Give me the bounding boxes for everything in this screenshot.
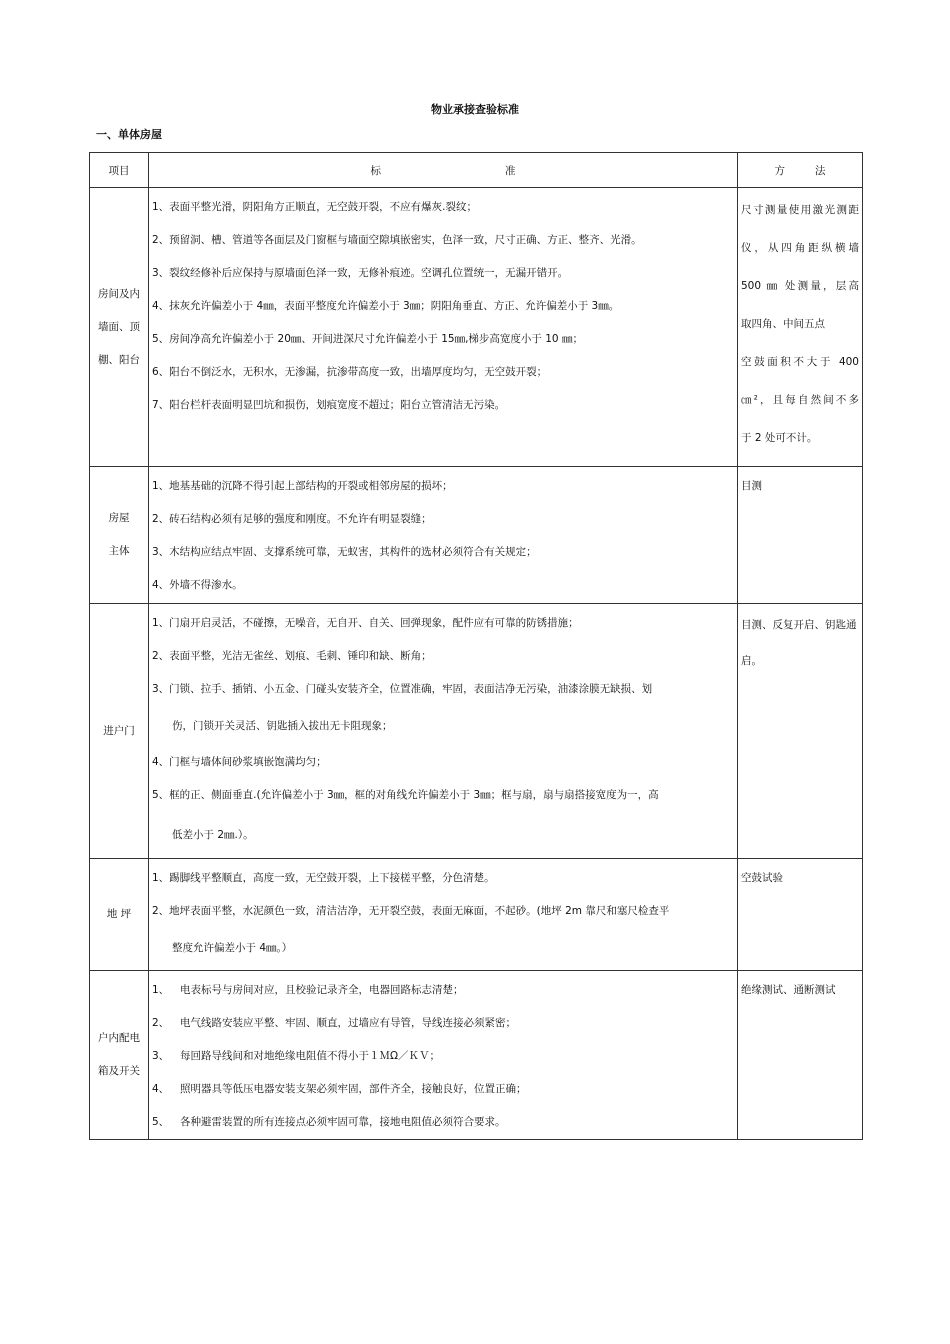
header-method (738, 153, 863, 188)
method-cell (738, 467, 863, 604)
standard-item: 2、砖石结构必须有足够的强度和刚度。不允许有明显裂缝； (152, 513, 432, 525)
standard-item: 4、门框与墙体间砂浆填嵌饱满均匀； (152, 756, 327, 768)
standard-item: 7、阳台栏杆表面明显凹坑和损伤，划痕宽度不超过；阳台立管清洁无污染。 (152, 399, 506, 411)
method-line: 目测、反复开启、钥匙通 (741, 619, 857, 631)
item-text: 电气线路安装应平整、牢固、顺直，过墙应有导管，导线连接必须紧密； (180, 1017, 516, 1029)
method-cell (738, 859, 863, 971)
header-method-char-1: 方 (774, 164, 785, 177)
category-cell (90, 188, 149, 467)
standard-item: 4、抹灰允许偏差小于 4㎜，表面平整度允许偏差小于 3㎜；阴阳角垂直、方正、允许偏差小于 3㎜。 (152, 300, 620, 312)
category-line: 房屋 (108, 512, 130, 524)
item-number: 4、 (152, 1083, 170, 1095)
header-method-char-2: 法 (815, 164, 826, 177)
table-row (90, 971, 863, 1140)
category-line: 棚、阳台 (98, 353, 140, 366)
item-number: 5、 (152, 1116, 170, 1128)
category-line: 墙面、顶 (98, 320, 140, 333)
method-line: 空鼓试验 (741, 872, 783, 884)
category-line: 箱及开关 (98, 1065, 140, 1077)
method-line: 仪，从四角距纵横墙 (741, 242, 859, 254)
method-line: 空鼓面积不大于 400 (741, 356, 859, 368)
category-cell (90, 467, 149, 604)
category-line: 户内配电 (98, 1032, 140, 1044)
header-item: 项目 (90, 153, 149, 188)
table-row (90, 604, 863, 859)
method-line: 取四角、中间五点 (741, 318, 825, 330)
standard-item: 3、门锁、拉手、插销、小五金、门碰头安装齐全，位置准确，牢固，表面洁净无污染，油漆涂膜无缺损、划 (152, 683, 653, 695)
item-text: 各种避雷装置的所有连接点必须牢固可靠，接地电阻值必须符合要求。 (180, 1116, 506, 1128)
standard-item (152, 974, 737, 1007)
standard-item-continuation: 伤，门锁开关灵活、钥匙插入拔出无卡阻现象； (172, 720, 393, 732)
standard-item (152, 1007, 737, 1040)
method-line: 500 ㎜ 处测量，层高 (741, 280, 859, 292)
method-cell (738, 604, 863, 859)
standard-item: 1、地基基础的沉降不得引起上部结构的开裂或相邻房屋的损坏； (152, 480, 453, 492)
standard-item: 2、地坪表面平整，水泥颜色一致，清洁洁净，无开裂空鼓，表面无麻面，不起砂。(地坪 2m 靠尺和塞尺检查平 (152, 905, 670, 917)
method-line: 启。 (741, 655, 762, 667)
header-standard-char-1: 标 (370, 164, 381, 177)
method-line: 目测 (741, 480, 762, 492)
item-text: 每回路导线间和对地绝缘电阻值不得小于１ＭΩ／ＫＶ； (180, 1050, 441, 1062)
method-line: ㎝²，且每自然间不多 (741, 394, 859, 406)
category-line: 地 坪 (106, 908, 132, 920)
standards-table (89, 152, 863, 1140)
standard-item: 2、预留洞、槽、管道等各面层及门窗框与墙面空隙填嵌密实，色泽一致，尺寸正确、方正、整齐、光滑。 (152, 234, 642, 246)
item-number: 2、 (152, 1017, 170, 1029)
category-line: 主体 (108, 545, 130, 557)
category-cell (90, 604, 149, 859)
category-line: 房间及内 (98, 287, 140, 300)
standard-item: 3、木结构应结点牢固、支撑系统可靠，无蚁害，其构件的选材必须符合有关规定； (152, 546, 537, 558)
table-row (90, 467, 863, 604)
standard-item (152, 1073, 737, 1106)
standard-item (152, 1106, 737, 1139)
method-line: 尺寸测量使用激光测距 (741, 204, 859, 216)
table-row (90, 859, 863, 971)
method-line: 于 2 处可不计。 (741, 432, 818, 444)
standard-item-continuation: 低差小于 2㎜.）。 (172, 829, 254, 841)
table-row (90, 188, 863, 467)
standard-cell (149, 971, 738, 1140)
table-header-row (90, 153, 863, 188)
standard-item (152, 1040, 737, 1073)
standard-item: 2、表面平整，光洁无雀丝、划痕、毛刺、锤印和缺、断角； (152, 650, 432, 662)
header-standard (149, 153, 738, 188)
header-standard-char-2: 准 (505, 164, 516, 177)
item-text: 电表标号与房间对应，且校验记录齐全，电器回路标志清楚； (180, 984, 464, 996)
item-number: 3、 (152, 1050, 170, 1062)
standard-cell (149, 604, 738, 859)
standard-item: 5、框的正、侧面垂直.(允许偏差小于 3㎜，框的对角线允许偏差小于 3㎜；框与扇，扇与扇搭接宽度为一，高 (152, 789, 659, 801)
standard-cell (149, 188, 738, 467)
standard-item: 1、门扇开启灵活，不碰擦，无噪音，无自开、自关、回弹现象，配件应有可靠的防锈措施； (152, 617, 579, 629)
method-cell (738, 188, 863, 467)
item-number: 1、 (152, 984, 170, 996)
standard-item: 5、房间净高允许偏差小于 20㎜、开间进深尺寸允许偏差小于 15㎜,梯步高宽度小于 10 ㎜； (152, 333, 583, 345)
item-text: 照明器具等低压电器安装支架必须牢固，部件齐全，接触良好，位置正确； (180, 1083, 527, 1095)
document-title: 物业承接查验标准 (431, 103, 519, 116)
standard-item: 3、裂纹经修补后应保持与原墙面色泽一致，无修补痕迹。空调孔位置统一，无漏开错开。 (152, 267, 569, 279)
section-title: 一、单体房屋 (96, 128, 162, 141)
standard-item: 1、踢脚线平整顺直，高度一致，无空鼓开裂，上下接槎平整，分色清楚。 (152, 872, 495, 884)
category-line: 进户门 (103, 724, 135, 737)
standard-cell (149, 467, 738, 604)
standard-item-continuation: 整度允许偏差小于 4㎜。） (172, 942, 293, 954)
standard-cell (149, 859, 738, 971)
category-cell (90, 971, 149, 1140)
standard-item: 4、外墙不得渗水。 (152, 579, 243, 591)
method-cell (738, 971, 863, 1140)
category-cell (90, 859, 149, 971)
method-line: 绝缘测试、通断测试 (741, 984, 836, 996)
standard-item: 6、阳台不倒泛水，无积水，无渗漏，抗渗带高度一致，出墙厚度均匀，无空鼓开裂； (152, 366, 548, 378)
standard-item: 1、表面平整光滑，阴阳角方正顺直，无空鼓开裂，不应有爆灰.裂纹； (152, 201, 478, 213)
